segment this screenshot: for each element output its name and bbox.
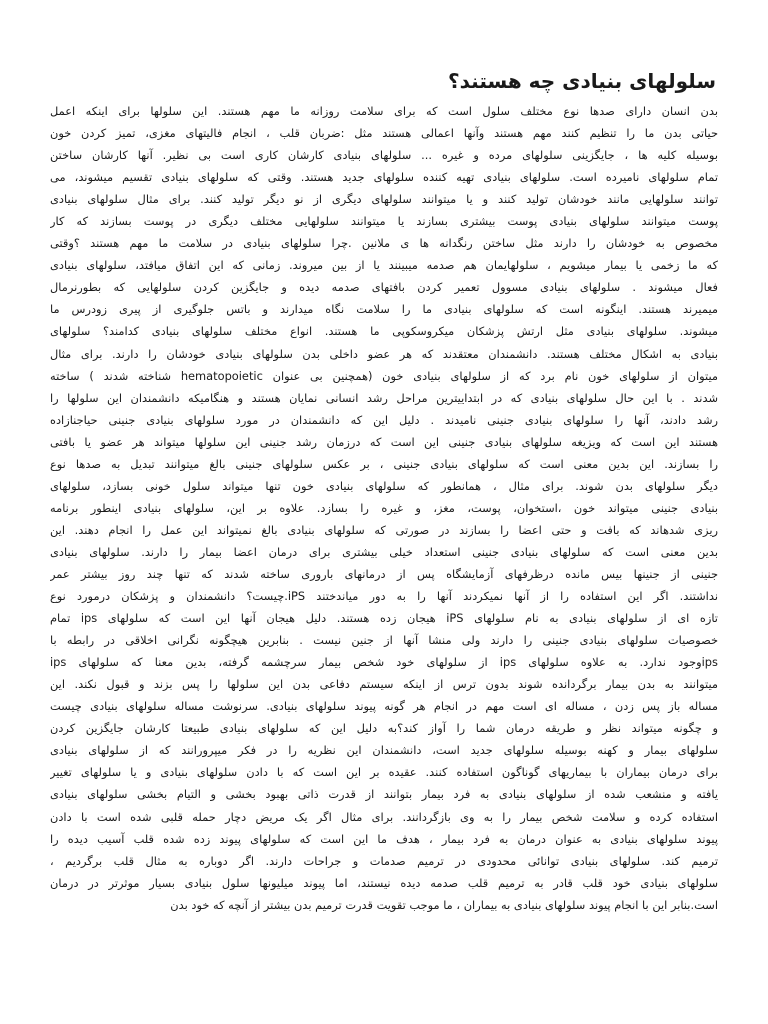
paragraph-line: میتوانند به بدن بیمار برگردانده شوند بدون ترس از اینکه سیستم دفاعی بدن این سلولها را پس بزند و قبول نکند. این [50, 677, 718, 692]
paragraph-line: فعال میشوند . سلولهای بنیادی مسوول تعمیر کردن بافتهای صدمه دیده و جایگزین کردن سلولهایی که بطورنرمال [50, 280, 718, 295]
document-title: سلولهای بنیادی چه هستند؟ [448, 69, 716, 93]
paragraph-line: دیگر سلولهای بدن شوند. برای مثال ، همانطور که سلولهای بنیادی خون تنها میتواند سلول خونی بسازد، سلولهای [50, 478, 718, 493]
paragraph-line: بنیادی جنینی میتواند خون ،استخوان، پوست، مغز، و غیره را بسازد. علاوه بر این، سلولهای بنیادی اینطور برنامه [50, 500, 718, 515]
paragraph-line: ریزی شدهاند که بافت و حتی اعضا را بسازند در صورتی که سلولهای بنیادی بالغ نمیتواند این عمل را انجام دهند. این [50, 522, 718, 537]
paragraph-line: هستند این است که ویزیغه سلولهای بنیادی جنینی این است که درزمان رشد جنینی این سلولها میتواند هر عضو یا بافتی [50, 434, 718, 449]
paragraph-line: حیاتی بدن ما را تنظیم کنند مهم هستند وآنها اعمالی هستند مثل :ضربان قلب ، انجام فالیتهای مغزی، تمیز کردن خون [50, 126, 718, 141]
paragraph-line: نداشتند. اگر این استفاده را از آنها نمیکردند آنها را به دور میاندختند iPS.چیست؟ دانشمندان و پزشکان درمورد نوع [50, 589, 718, 604]
paragraph-line: که ما زخمی یا بیمار میشویم ، سلولهایمان هم صدمه میبینند یا از بین میروند. زمانی که این اتفاق میافتد، سلولهای بنیادی [50, 258, 718, 273]
paragraph-line: برای درمان بیماران با بیماریهای گوناگون استفاده کنند. عقیده بر این است که با دادن سلولهای بنیادی و یا سلولهای تغییر [50, 765, 718, 780]
paragraph-line: جنینی از جنینها بیس مانده درظرفهای آزمایشگاه پس از درمانهای باروری ساخته شدند که تنها چند روز بیشتر عمر [50, 566, 718, 581]
paragraph-line: رشد دادند، آنها را سلولهای بنیادی جنینی نامیدند . دلیل این که دانشمندان در مورد سلولهای بنیادی جنینی حیاجنازاده [50, 412, 718, 427]
paragraph-line: بوسیله کلیه ها ، جایگزینی سلولهای مرده و غیره ... سلولهای بنیادی کارشان کاری است بی نظیر. آنها کارشان ساختن [50, 148, 718, 163]
paragraph-line: یافته و منشعب شده از سلولهای بنیادی به فرد بیمار بتوانند از قدرت ذاتی بهبود بخشی و التیام بخشی سلولهای بنیادی [50, 787, 718, 802]
paragraph-line: ترمیم کند. سلولهای بنیادی توانائی محدودی در ترمیم صدمات و جراحات دارند. اگر دوباره به مثال قلب برگردیم ، [50, 853, 718, 868]
paragraph-line: بنیادی به اشکال مختلف هستند. دانشمندان معتقدند که هر عضو داخلی بدن سلولهای بنیادی خودشان را دارند. برای مثال [50, 346, 718, 361]
paragraph-line: تازه ای از سلولهای بنیادی به نام سلولهای iPS هیجان زده هستند. دلیل هیجان آنها این است که سلولهای ips تمام [50, 611, 718, 626]
paragraph-line: سلولهای بیمار و کهنه بوسیله سلولهای جدید است، دانشمندان این نظریه را در فکر میپرورانند که از سلولهای بنیادی [50, 743, 718, 758]
paragraph-line: پوست میتوانند سلولهای بنیادی پوست بیشتری بسازند یا میتوانند سلولهایی مختلف دیگری در پوست بسازند که کار [50, 214, 718, 229]
paragraph-line: مخصوص به خودشان را دارند مثل ساختن رنگدانه ها ی ملانین .چرا سلولهای بنیادی در سلامت ما مهم هستند ؟وقتی [50, 236, 718, 251]
paragraph-line: میتوان از سلولهای خون نام برد که از سلولهای بنیادی خون (همچنین بی عنوان hematopoietic شناخته شدند ) ساخته [50, 368, 718, 383]
paragraph-line: بدن انسان دارای صدها نوع مختلف سلول است که برای سلامت روزانه ما مهم هستند. این سلولها برای اینکه اعمل [50, 104, 718, 118]
paragraph-line: میشوند. سلولهای بنیادی مثل ارتش پزشکان میکروسکوپی ما هستند. انواع مختلف سلولهای بنیادی کدامند؟ سلولهای [50, 324, 718, 339]
paragraph-line: مساله باز پس زدن ، مساله ای است مهم در انجام هر گونه پیوند سلولهای بنیادی. سرنوشت مساله سلولهای بنیادی چیست [50, 699, 718, 714]
paragraph-line: است.بنابر این با انجام پیوند سلولهای بنیادی به بیماران ، ما موجب تقویت قدرت ترمیم بدن بیشتر از آنچه که خود بدن [170, 897, 718, 912]
paragraph-line: شدند . با این حال سلولهای بنیادی که در ابتداییترین مراحل رشد انسانی نمایان هستند و هنگامیکه دانشمندان این سلولها را [50, 390, 718, 405]
document-body [50, 100, 718, 916]
paragraph-line: خصوصیات سلولهای بنیادی جنینی را دارند ولی منشا آنها از جنین نیست . بنابرین هیچگونه نگرانی اخلاقی در رابطه با [50, 633, 718, 648]
paragraph-line: بدین معنی است که سلولهای بنیادی جنینی استعداد خیلی بیشتری برای درمان اعضا بیمار را دارند. سلولهای بنیادی [50, 544, 718, 559]
paragraph-line: توانند سلولهایی مانند خودشان تولید کنند و یا میتوانند سلولهای دیگری از نو دیگر تولید کنند. برای مثال سلولهای بنیادی [50, 192, 718, 207]
paragraph-line: سلولهای بنیادی خود قلب قادر به ترمیم قلب صدمه دیده نیستند، اما پیوند میلیونها سلول بنیادی بسیار موثرتر در درمان [50, 875, 718, 890]
paragraph-line: ipsوجود ندارد. به علاوه سلولهای ips از سلولهای خود شخص بیمار سرچشمه گرفته، بدین معنا که سلولهای ips [50, 655, 718, 670]
paragraph-line: میمیرند هستند. اینگونه است که سلولهای بنیادی ما را سلامت نگاه میدارند و باتس جلوگیری از پیری زودرس ما [50, 302, 718, 317]
paragraph-line: استفاده کرده و سلامت شخص بیمار را به وی بازگردانند. برای مثال اگر یک مریض دچار حمله قلبی شده است با دادن [50, 809, 718, 824]
paragraph-line: و چگونه میتواند نظر و طریقه درمان شما را آواز کند؟به دلیل این که سلولهای بنیادی طبیعتا کارشان جایگزین کردن [50, 721, 718, 736]
paragraph-line: پیوند سلولهای بنیادی به عنوان درمان به فرد بیمار ، هدف ما این است که سلولهای پیوند زده شده قلب آسیب دیده را [50, 831, 718, 846]
paragraph-line: تمام سلولهای نامیرده است. سلولهای بنیادی تهیه کننده سلولهای جدید هستند. وقتی که سلولهای بنیادی تقسیم میشوند، می [50, 170, 718, 185]
paragraph-line: را بسازند. این بدین معنی است که سلولهای بنیادی جنینی ، بر عکس سلولهای جنینی بالغ میتوانند تبدیل به صدها نوع [50, 456, 718, 471]
